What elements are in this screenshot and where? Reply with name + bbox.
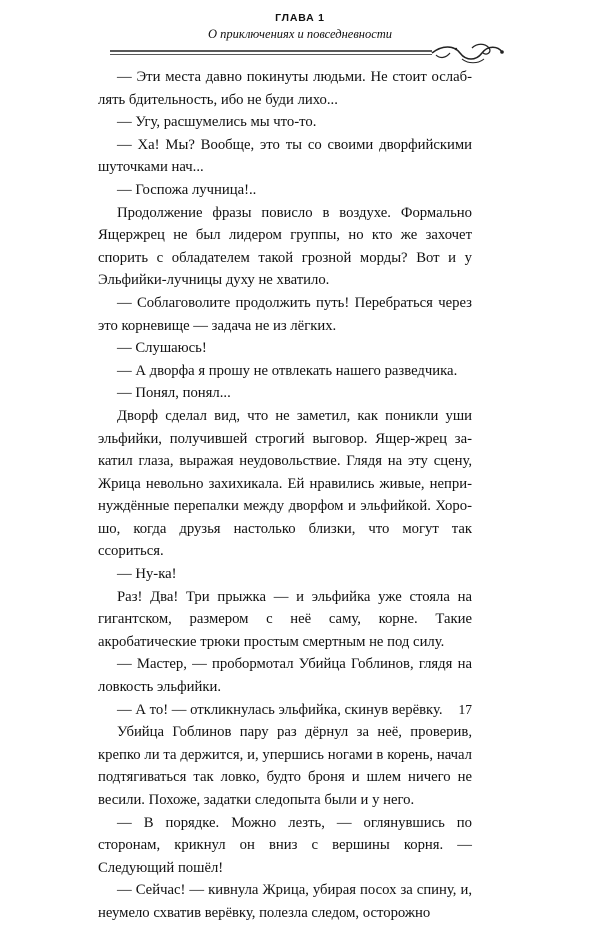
paragraph: — Соблаговолите продолжить путь! Перебраться через это корневище — задача не из лёгких. [98,294,472,334]
paragraph: — В порядке. Можно лезть, — оглянувшись по сторонам, крикнул он вниз с вершины корня. — Следующий пошёл! [98,814,472,876]
paragraph: — Сейчас! — кивнула Жрица, убирая посох за спину, и, неумело схватив верёвку, полезла следом, осторожно [98,882,472,921]
paragraph: Убийца Гоблинов пару раз дёрнул за неё, проверив, крепко ли та держится, и, упершись ногами в корень, начал подтягиваться так ловко, будто броня и шлем ничего не весили. Похоже, задатки следопыта были и у него. [98,724,472,808]
paragraph: — Эти места давно покинуты людьми. Не стоит ослаблять бдительность, ибо не буди лихо... [98,69,472,108]
paragraph: — Слушаюсь! [117,340,207,357]
paragraph: — Госпожа лучница!.. [117,181,257,198]
header-ornament-icon [110,42,510,66]
paragraph: — Ну-ка! [117,566,177,583]
paragraph: Раз! Два! Три прыжка — и эльфийка уже стояла на гигантском, размером с неё саму, корне. Такие акробатические трюки простым смертным не под силу. [98,588,472,650]
paragraph: — Угу, расшумелись мы что-то. [117,114,317,131]
body-text [98,66,472,925]
paragraph: Дворф сделал вид, что не заметил, как поникли уши эльфийки, получившей строгий выговор. Ящер-жрец закатил глаза, выражая неудовольствие. Глядя на эту сцену, Жрица невольно захихикала. Ей нравились живые, непринуждённые перепалки между дворфом и эльфийкой. Хорошо, когда друзья настолько близки, что могут так ссориться. [98,407,472,560]
paragraph: Продолжение фразы повисло в воздухе. Формально Ящержрец не был лидером группы, но кто же захочет спорить с обладателем такой грозной морды? Вот и у Эльфийки-лучницы духу не хватило. [98,204,472,289]
paragraph: — Ха! Мы? Вообще, это ты со своими дворфийскими шуточками нач... [98,136,472,176]
chapter-label: ГЛАВА 1 [275,12,325,24]
paragraph: — А дворфа я прошу не отвлекать нашего разведчика. [117,362,458,379]
page-number: 17 [458,702,472,717]
paragraph: — А то! — откликнулась эльфийка, скинув верёвку. [117,701,443,718]
paragraph: — Понял, понял... [117,385,231,402]
paragraph: — Мастер, — пробормотал Убийца Гоблинов, глядя на ловкость эльфийки. [98,656,472,696]
chapter-subtitle: О приключениях и повседневности [207,27,393,41]
